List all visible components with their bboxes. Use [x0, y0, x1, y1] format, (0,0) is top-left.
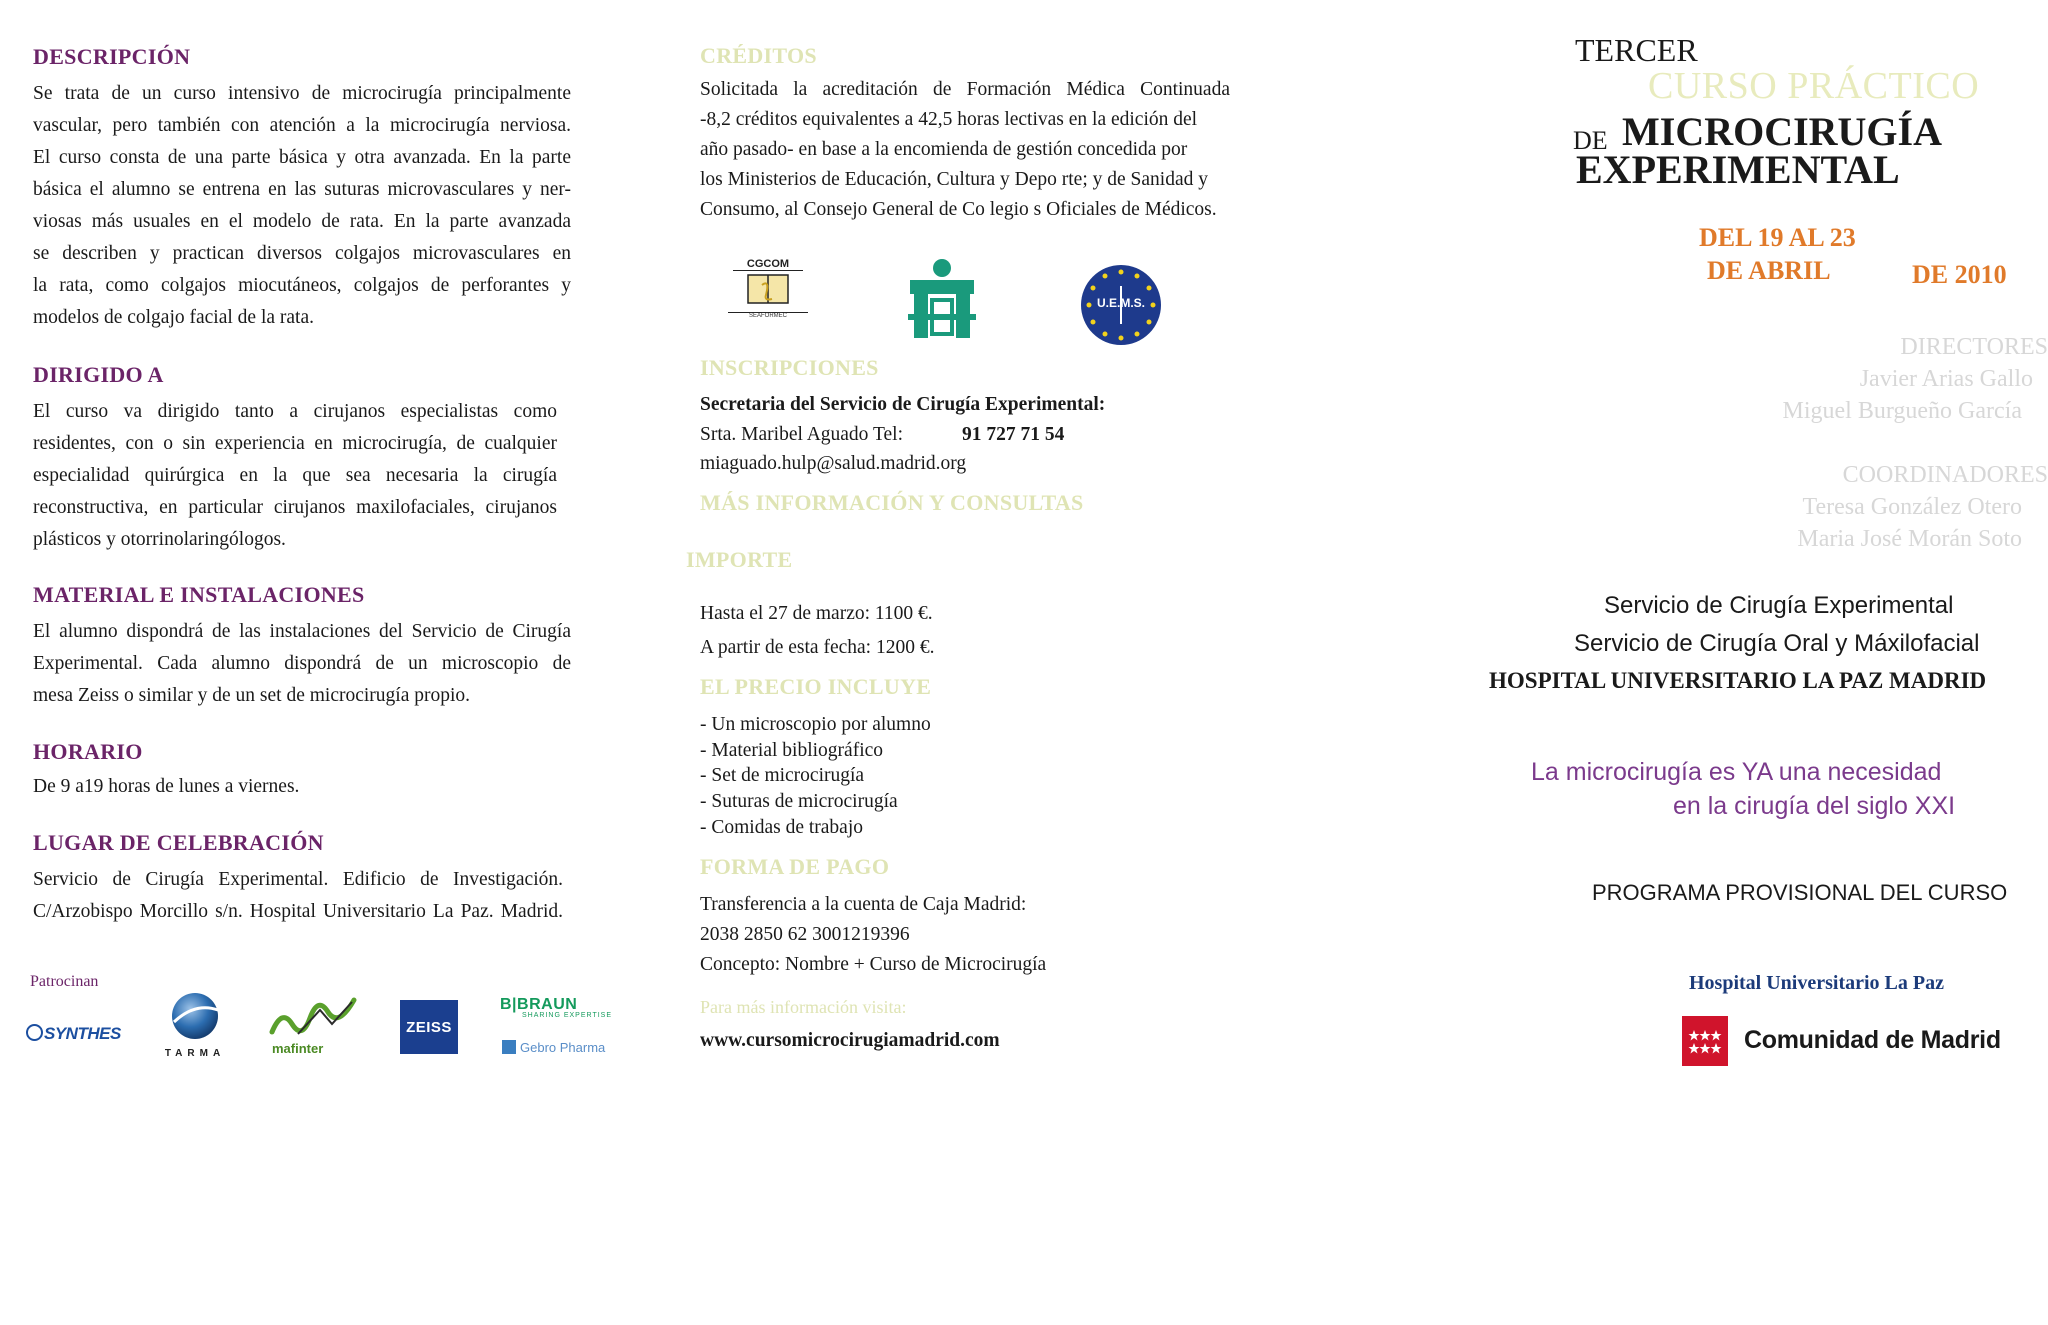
inscripciones-secretaria: Secretaria del Servicio de Cirugía Experimental:: [700, 394, 1106, 415]
programa-title: PROGRAMA PROVISIONAL DEL CURSO: [1592, 880, 2008, 905]
list-item: - Un microscopio por alumno: [700, 714, 931, 735]
dirigido-text: El curso va dirigido tanto a cirujanos especialistas como residentes, con o sin experiencia en microcirugía, de cualquier especialidad quirúrgica en la que sea necesaria la cirugía reconstructiva, en particular cirujanos maxilofaciales, cirujanos plásticos y otorrinolaringólogos.: [33, 401, 557, 550]
date-line3: DE 2010: [1912, 260, 2007, 289]
inscripciones-contact: Srta. Maribel Aguado Tel:: [700, 424, 903, 445]
material-text: El alumno dispondrá de las instalaciones del Servicio de Cirugía Experimental. Cada alumno dispondrá de un microscopio de mesa Zeiss o similar y de un set de microcirugía propio.: [33, 621, 571, 706]
forma-pago-line1: Transferencia a la cuenta de Caja Madrid:: [700, 894, 1027, 915]
list-item: - Set de microcirugía: [700, 765, 865, 787]
list-item: - Material bibliográfico: [700, 739, 884, 761]
hospital-name: HOSPITAL UNIVERSITARIO LA PAZ MADRID: [1489, 668, 1987, 693]
title-curso-practico: CURSO PRÁCTICO: [1648, 65, 1980, 107]
cgcom-logo: CGCOM SEAFORMEC: [722, 258, 814, 344]
slogan-line2: en la cirugía del siglo XXI: [1673, 792, 1956, 820]
horario-text: De 9 a19 horas de lunes a viernes.: [33, 776, 300, 797]
importe-line2: A partir de esta fecha: 1200 €.: [700, 637, 935, 658]
date-line2: DE ABRIL: [1707, 256, 1831, 285]
tarma-logo: TARMA: [160, 992, 230, 1058]
importe-heading: IMPORTE: [686, 547, 793, 572]
patrocinan-label: Patrocinan: [30, 973, 99, 990]
inscripciones-phone: 91 727 71 54: [962, 424, 1065, 445]
director-2: Miguel Burgueño García: [1782, 398, 2022, 424]
mas-info-heading: MÁS INFORMACIÓN Y CONSULTAS: [700, 490, 1084, 515]
web-link[interactable]: www.cursomicrocirugiamadrid.com: [700, 1030, 1000, 1051]
list-item: - Comidas de trabajo: [700, 816, 863, 838]
seaformec-figure-icon: [902, 256, 982, 342]
material-heading: MATERIAL E INSTALACIONES: [33, 582, 365, 607]
slogan-line1: La microcirugía es YA una necesidad: [1531, 758, 1942, 786]
uems-logo: U.E.M.S.: [1080, 264, 1162, 346]
forma-pago-heading: FORMA DE PAGO: [700, 854, 890, 879]
descripcion-heading: DESCRIPCIÓN: [33, 44, 191, 69]
zeiss-logo: ZEISS: [400, 1000, 458, 1054]
director-1: Javier Arias Gallo: [1859, 366, 2033, 392]
lugar-heading: LUGAR DE CELEBRACIÓN: [33, 830, 324, 855]
hospital-lapaz-logo: Hospital Universitario La Paz: [1689, 972, 1944, 994]
precio-incluye-list: [700, 712, 931, 841]
title-de: DE: [1573, 126, 1608, 155]
importe-line1: Hasta el 27 de marzo: 1100 €.: [700, 603, 933, 624]
synthes-logo: SYNTHES: [26, 1024, 121, 1044]
title-tercer: TERCER: [1575, 32, 1698, 68]
title-microcirugia: MICROCIRUGÍA: [1622, 109, 1942, 154]
seaformec-logo: [902, 256, 982, 342]
title-experimental: EXPERIMENTAL: [1576, 147, 1900, 192]
servicio-1: Servicio de Cirugía Experimental: [1604, 592, 1954, 619]
forma-pago-line2: 2038 2850 62 3001219396: [700, 924, 910, 945]
list-item: - Suturas de microcirugía: [700, 791, 898, 813]
mafinter-logo: mafinter: [268, 996, 358, 1058]
gebro-logo: Gebro Pharma: [502, 1040, 605, 1055]
horario-heading: HORARIO: [33, 739, 143, 764]
coordinador-2: Maria José Morán Soto: [1797, 526, 2022, 552]
forma-pago-line3: Concepto: Nombre + Curso de Microcirugía: [700, 954, 1047, 975]
directores-label: DIRECTORES: [1900, 334, 2048, 360]
mafinter-wave-icon: [268, 996, 358, 1038]
bbraun-logo: B|BRAUN SHARING EXPERTISE: [500, 996, 613, 1019]
tarma-sphere-icon: [160, 992, 230, 1040]
creditos-text: Solicitada la acreditación de Formación Médica Continuada -8,2 créditos equivalentes a 42,5 horas lectivas en la edición del año pasado- en base a la encomienda de gestión concedida por los Ministerios de Educación, Cultura y Depo rte; y de Sanidad y Consumo, al Consejo General de Co legio s Oficiales de Médicos.: [700, 79, 1230, 220]
lugar-text: Servicio de Cirugía Experimental. Edificio de Investigación. C/Arzobispo Morcillo s/n. Hospital Universitario La Paz. Madrid.: [33, 869, 563, 922]
creditos-heading: CRÉDITOS: [700, 43, 817, 68]
cgcom-book-icon: [722, 271, 814, 307]
inscripciones-heading: INSCRIPCIONES: [700, 355, 879, 380]
inscripciones-email[interactable]: miaguado.hulp@salud.madrid.org: [700, 453, 967, 474]
madrid-flag-icon: [1682, 1016, 1728, 1066]
descripcion-text: Se trata de un curso intensivo de microcirugía principalmente vascular, pero también con atención a la microcirugía nerviosa. El curso consta de una parte básica y otra avanzada. En la parte básica el alumno se entrena en las suturas microvasculares y ner- viosas más usuales en el modelo de rata. En la parte avanzada se describen y practican diversos colgajos microvasculares en la rata, como colgajos miocutáneos, colgajos de perforantes y modelos de colgajo facial de la rata.: [33, 83, 571, 328]
coordinadores-label: COORDINADORES: [1842, 462, 2048, 488]
servicio-2: Servicio de Cirugía Oral y Máxilofacial: [1574, 630, 1980, 657]
comunidad-madrid-logo: Comunidad de Madrid: [1682, 1016, 2048, 1070]
dirigido-heading: DIRIGIDO A: [33, 362, 164, 387]
date-line1: DEL 19 AL 23: [1699, 223, 1856, 252]
synthes-globe-icon: [26, 1024, 43, 1041]
web-label: Para más información visita:: [700, 997, 907, 1017]
coordinador-1: Teresa González Otero: [1802, 494, 2022, 520]
precio-incluye-heading: EL PRECIO INCLUYE: [700, 674, 932, 699]
gebro-check-icon: [502, 1040, 516, 1054]
